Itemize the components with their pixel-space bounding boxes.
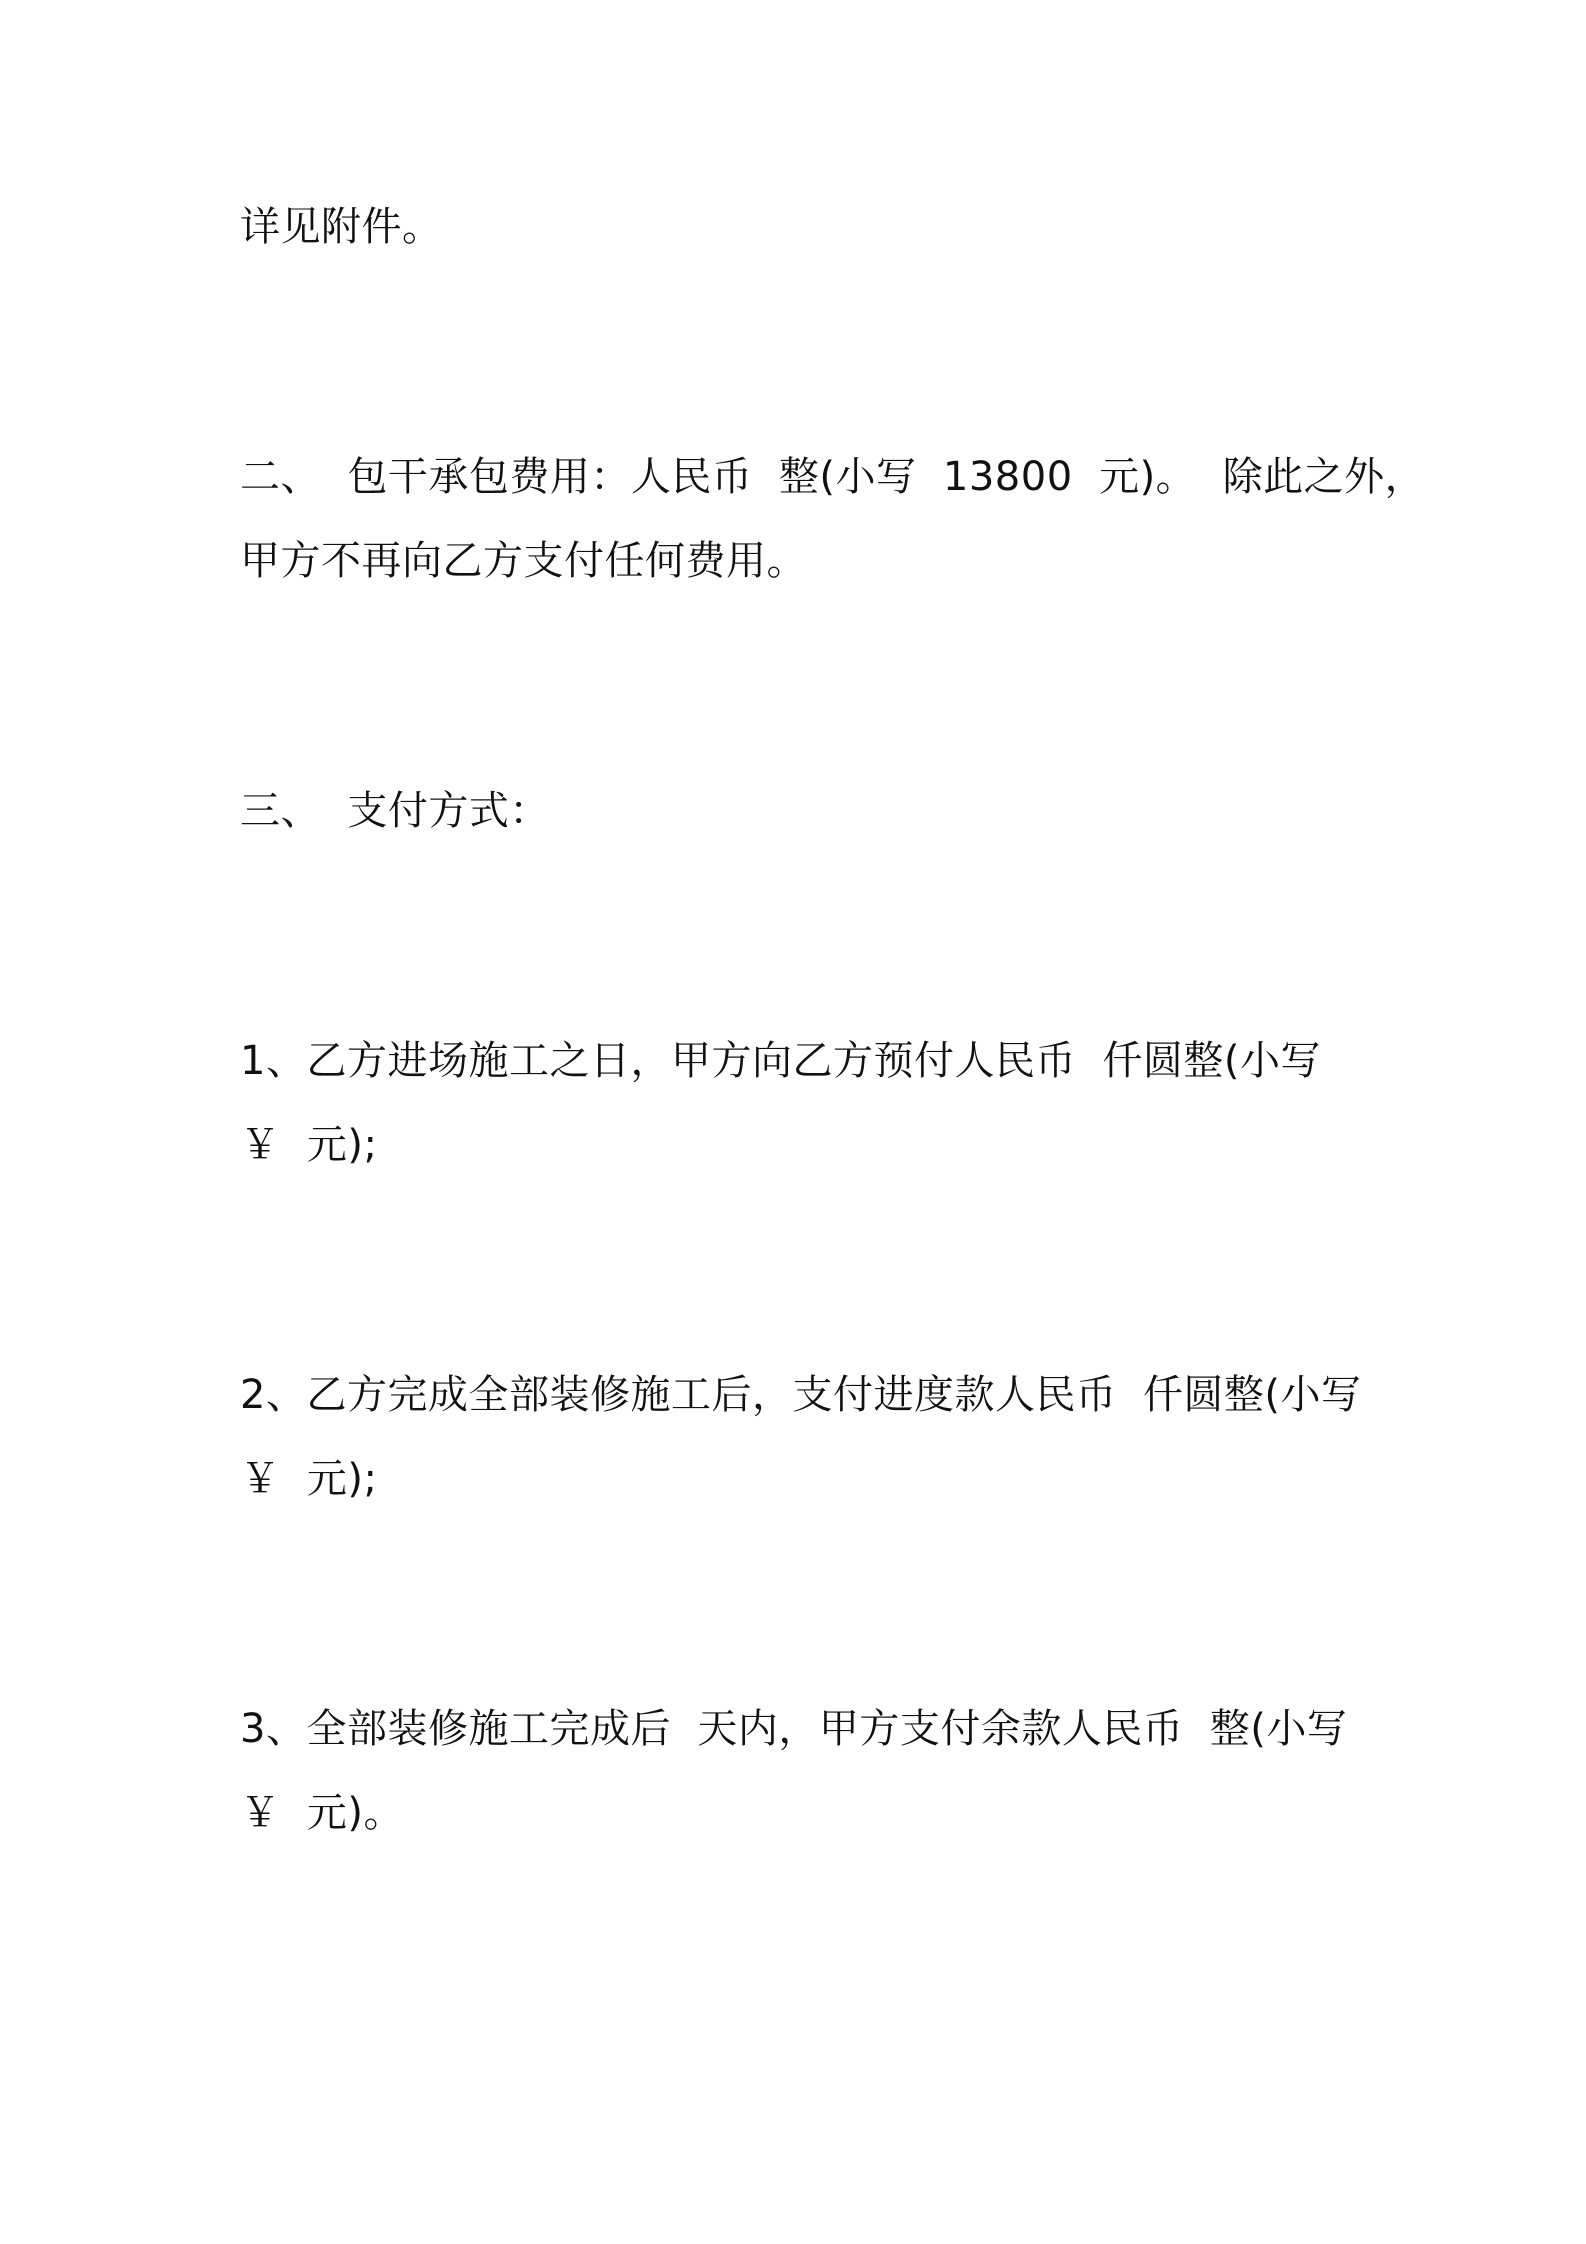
payment-item-1-line-2: ￥ 元);	[240, 1122, 378, 1168]
payment-item-3-line-2: ￥ 元)。	[240, 1790, 405, 1836]
section-2-line-2: 甲方不再向乙方支付任何费用。	[240, 538, 807, 584]
payment-item-2-line-2: ￥ 元);	[240, 1456, 378, 1502]
payment-item-2-line-1: 2、乙方完成全部装修施工后，支付进度款人民币 仟圆整(小写	[240, 1372, 1362, 1418]
section-2-line-1: 二、 包干承包费用：人民币 整(小写 13800 元)。 除此之外，	[240, 454, 1426, 500]
intro-text: 详见附件。	[240, 204, 443, 250]
section-3-heading: 三、 支付方式：	[240, 788, 550, 834]
payment-item-3-line-1: 3、全部装修施工完成后 天内，甲方支付余款人民币 整(小写	[240, 1706, 1348, 1752]
payment-item-1-line-1: 1、乙方进场施工之日，甲方向乙方预付人民币 仟圆整(小写	[240, 1038, 1321, 1084]
